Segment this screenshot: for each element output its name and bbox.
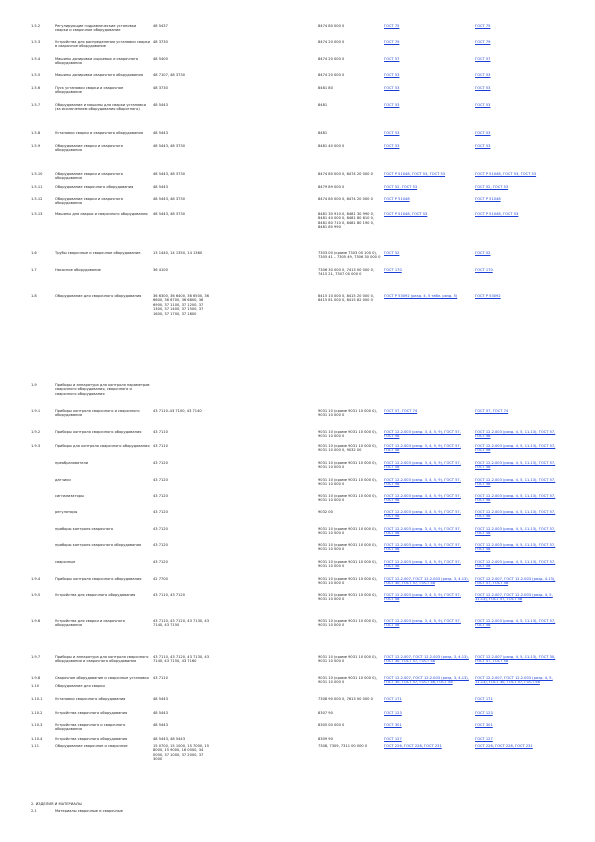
row-standard-link-2[interactable]: ГОСТ 12.2.007 (разд. 4, 5, 11.13), ГОСТ 30, ГОСТ 57, ГОСТ 58: [475, 655, 556, 664]
row-standard-link-2[interactable]: ГОСТ 12.2.003 (разд. 4, 5, 11.13), ГОСТ 57, ГОСТ 58: [475, 494, 556, 503]
row-tnved-code: 7308 90 000 0, 7613 00 000 0: [318, 697, 373, 701]
row-number: 1.7: [31, 268, 37, 272]
row-standard-link[interactable]: ГОСТ 170: [384, 268, 402, 272]
row-okp-code: 48 5437: [153, 24, 168, 28]
row-tnved-code: 9031 10 (кроме 9031 10 000 0), 9031 10 000 0, 9032 00: [318, 444, 377, 453]
row-tnved-code: 9031 10 (кроме 9031 10 000 0), 9031 10 000 0: [318, 494, 377, 503]
row-okp-code: 43 7120: [153, 494, 168, 498]
row-name: сварочные: [55, 560, 76, 564]
row-number: 1.10: [31, 684, 40, 688]
row-standard-link-2[interactable]: ГОСТ 127: [475, 737, 493, 741]
row-name: Трубы сварочные и сварочное оборудование: [55, 251, 141, 255]
row-okp-code: 15 0700, 15 1000, 15 7000, 15 8000, 15 9000, 16 0000, 34 0000, 37 1000, 37 2000, 37 3000: [153, 744, 210, 762]
row-standard-link-2[interactable]: ГОСТ 12.2.003 (разд. 4, 5, 11.13), ГОСТ 57, ГОСТ 58: [475, 510, 556, 519]
row-name: Устройства для сварочного оборудования: [55, 593, 136, 597]
row-okp-code: 43 7120: [153, 543, 168, 547]
row-standard-link[interactable]: ГОСТ 53: [384, 73, 400, 77]
row-name: Приборы и аппаратура для контроля параметров сварочного оборудования, сварочного и сварочного оборудования: [55, 383, 150, 396]
row-name: Приборы и аппаратура для контроля сварочного оборудования и сварочного оборудования: [55, 655, 149, 664]
row-okp-code: 43 7120: [153, 560, 168, 564]
row-name: Оборудование сварки и сварочного оборудования: [55, 197, 123, 206]
section-heading: [31, 802, 123, 817]
row-tnved-code: 9031 10 (кроме 9031 10 000 0), 9031 10 000 0: [318, 478, 377, 487]
row-okp-code: 48 5443, 48 3730: [153, 212, 186, 216]
row-name: регуляторы: [55, 510, 78, 514]
section-item-number: 2.1: [31, 809, 37, 814]
row-okp-code: 43 7110, 43 7120: [153, 593, 186, 597]
row-standard-link[interactable]: ГОСТ 12.2.003 (разд. 3, 4, 5, 9), ГОСТ 57, ГОСТ 58: [384, 527, 461, 536]
row-standard-link[interactable]: ГОСТ 123: [384, 711, 402, 715]
row-name: приборы контроля сварочного: [55, 527, 114, 531]
row-okp-code: 48 5400: [153, 57, 168, 61]
row-okp-code: 48 3730: [153, 40, 168, 44]
row-name: Машины дозировки сырьевых и сварочного оборудования: [55, 57, 139, 66]
row-standard-link-2[interactable]: ГОСТ 12.2.003 (разд. 4, 5, 11.13), ГОСТ 57, ГОСТ 58: [475, 560, 556, 569]
row-standard-link[interactable]: ГОСТ 12.2.003 (разд. 3, 4, 5, 9), ГОСТ 57, ГОСТ 58: [384, 478, 461, 487]
row-standard-link-2[interactable]: ГОСТ 53: [475, 144, 491, 148]
row-number: 1.5.7: [31, 103, 41, 107]
row-tnved-code: 8474 20 000 0: [318, 57, 345, 61]
row-standard-link-2[interactable]: ГОСТ 57, ГОСТ 74: [475, 409, 509, 413]
row-okp-code: 43 7120: [153, 527, 168, 531]
row-standard-link[interactable]: ГОСТ 12.2.007, ГОСТ 12.2.003 (разд. 3, 4.13), ГОСТ 30, ГОСТ 57, ГОСТ 58, ГОСТ 58: [384, 676, 469, 685]
row-tnved-code: 9031 10 (кроме 9031 10 000 0), 9031 10 000 0: [318, 593, 377, 602]
row-standard-link[interactable]: ГОСТ 12.2.003 (разд. 3, 4, 5, 9), ГОСТ 57, ГОСТ 58: [384, 560, 461, 569]
row-tnved-code: 8479 89 000 0: [318, 185, 345, 189]
row-standard-link-2[interactable]: ГОСТ 75: [475, 24, 491, 28]
row-tnved-code: 9031 10 (кроме 9031 10 000 0), 9031 10 000 0: [318, 409, 377, 418]
row-okp-code: 48 5443: [153, 697, 168, 701]
row-tnved-code: 7306 30 000 0, 7413 00 000 0, 7415 21, 7307 00 000 0: [318, 268, 375, 277]
row-okp-code: 36 6300, 36 6400, 36 6500, 36 6600, 36 6700, 36 6800, 36 6900, 37 1100, 37 1200, 37 1300, 37 1400, 37 1500, 37 1600, 37 1700, 37 1800: [153, 294, 210, 316]
row-standard-link[interactable]: ГОСТ 12.2.003 (разд. 3, 4, 5, 9), ГОСТ 57, ГОСТ 58: [384, 444, 461, 453]
row-name: Устройства для распределения установки сварки в сварочное оборудование: [55, 40, 150, 49]
row-okp-code: 43 7110: [153, 676, 168, 680]
row-number: 1.5.5: [31, 73, 41, 77]
row-tnved-code: 9031 10 (кроме 9031 10 000 0), 9031 10 000 0: [318, 619, 377, 628]
row-okp-code: 48 3730: [153, 86, 168, 90]
row-name: Оборудование сварки и сварочного оборудования: [55, 172, 123, 181]
row-okp-code: 48 5443, 48 5443: [153, 737, 186, 741]
row-standard-link-2[interactable]: ГОСТ 12.2.003 (разд. 4, 5, 11.13), ГОСТ 57, ГОСТ 58: [475, 444, 556, 453]
row-standard-link-2[interactable]: ГОСТ 52, ГОСТ 53: [475, 185, 509, 189]
row-number: 1.5.6: [31, 86, 41, 90]
row-tnved-code: 8309 90: [318, 737, 333, 741]
row-name: Оборудование сварочного оборудования: [55, 185, 134, 189]
row-standard-link[interactable]: ГОСТ 75: [384, 24, 400, 28]
row-standard-link-2[interactable]: ГОСТ Р 51048, ГОСТ 53: [475, 212, 519, 216]
row-standard-link[interactable]: ГОСТ 53: [384, 86, 400, 90]
row-okp-code: 36 4100: [153, 268, 168, 272]
row-standard-link-2[interactable]: ГОСТ 12.2.007, ГОСТ 12.2.003 (разд. 4, 5, 11.13), ГОСТ 30, ГОСТ 57, ГОСТ 58: [475, 676, 553, 685]
row-tnved-code: 9031 10 (кроме 9031 10 000 0), 9031 10 000 0: [318, 655, 377, 664]
row-okp-code: 48 7107, 48 3730: [153, 73, 186, 77]
row-number: 1.9.8: [31, 676, 41, 680]
row-number: 1.10.4: [31, 737, 43, 741]
row-tnved-code: 8474 80 000 0: [318, 24, 345, 28]
row-okp-code: 13 1440, 14 1350, 14 1360: [153, 251, 203, 255]
row-okp-code: 48 5443: [153, 103, 168, 107]
row-tnved-code: 9032 00: [318, 510, 333, 514]
row-number: 1.5.8: [31, 131, 41, 135]
row-standard-link-2[interactable]: ГОСТ 301: [475, 723, 493, 727]
row-tnved-code: 8481 30 910 0, 8481 30 990 0, 8481 40 000 0, 8481 80 810 0, 8481 80 710 0, 8481 80 190 0, 8481 80 990: [318, 212, 375, 230]
row-okp-code: 43 7110: [153, 430, 168, 434]
row-okp-code: 43 7120: [153, 461, 168, 465]
row-standard-link-2[interactable]: ГОСТ 171: [475, 697, 493, 701]
row-standard-link[interactable]: ГОСТ 12.2.003 (разд. 3, 4, 5, 9), ГОСТ 57, ГОСТ 58: [384, 619, 461, 628]
row-number: 1.5.11: [31, 185, 43, 189]
row-okp-code: 42 7700: [153, 577, 168, 581]
row-number: 1.9.2: [31, 430, 41, 434]
row-standard-link-2[interactable]: ГОСТ 170: [475, 268, 493, 272]
row-standard-link[interactable]: ГОСТ 12.2.003 (разд. 3, 4, 5, 9), ГОСТ 57, ГОСТ 58: [384, 593, 461, 602]
row-standard-link-2[interactable]: ГОСТ 53: [475, 73, 491, 77]
row-standard-link-2[interactable]: ГОСТ 52: [475, 251, 491, 255]
row-name: Насосное оборудование: [55, 268, 101, 272]
row-name: Устройства сварочного оборудования: [55, 737, 128, 741]
row-number: 1.6: [31, 251, 37, 255]
row-number: 1.9.3: [31, 444, 41, 448]
row-standard-link-2[interactable]: ГОСТ 12.2.003 (разд. 4, 5, 11.13), ГОСТ 57, ГОСТ 58: [475, 430, 556, 439]
row-name: Сварочное оборудование и сварочные установки: [55, 676, 149, 680]
row-tnved-code: 8474 80 000 0, 8474 20 000 0: [318, 172, 373, 176]
row-name: Регулирующие гидравлические установки сварки и сварочное оборудование: [55, 24, 137, 33]
row-name: Устройства сварочного оборудования: [55, 711, 128, 715]
row-number: 1.10.1: [31, 697, 43, 701]
row-name: Приборы для контроля сварочного оборудования: [55, 444, 150, 448]
row-tnved-code: 8474 80 000 0, 8474 20 000 0: [318, 197, 373, 201]
row-tnved-code: 9031 10 (кроме 9031 10 000 0), 9031 10 000 0: [318, 430, 377, 439]
section-title: 2. ИЗДЕЛИЯ И МАТЕРИАЛЫ: [31, 802, 82, 806]
row-okp-code: 43 7120: [153, 478, 168, 482]
row-name: Оборудование и машины для сварки установки (за исключением оборудования оборотного): [55, 103, 146, 112]
row-name: Оборудование сварки и сварочного оборудования: [55, 144, 123, 153]
row-okp-code: 43 7110–43 7100, 43 7140: [153, 409, 202, 413]
row-tnved-code: 9031 10 (кроме 9031 10 000 0), 9031 10 000 0: [318, 527, 377, 536]
row-okp-code: 43 7110, 43 7120, 43 7130, 43 7140, 43 7150, 43 7160: [153, 655, 210, 664]
row-tnved-code: 8305 00 000 0: [318, 723, 345, 727]
row-standard-link[interactable]: ГОСТ 127: [384, 737, 402, 741]
row-number: 1.5.3: [31, 40, 41, 44]
row-tnved-code: 9031 10 (кроме 9031 10 000 0), 9031 10 000 0: [318, 543, 377, 552]
row-standard-link-2[interactable]: ГОСТ 53: [475, 131, 491, 135]
row-standard-link-2[interactable]: ГОСТ 12.2.003 (разд. 4, 5, 11.13), ГОСТ 57, ГОСТ 58: [475, 619, 556, 628]
row-okp-code: 48 5443: [153, 723, 168, 727]
row-number: 1.10.2: [31, 711, 43, 715]
row-okp-code: 43 7120: [153, 510, 168, 514]
row-number: 1.10.3: [31, 723, 43, 727]
row-tnved-code: 8481 80: [318, 86, 333, 90]
row-tnved-code: 8415 10 000 0, 8415 20 000 0, 8415 81 000 0, 8415 82 000 0: [318, 294, 375, 303]
row-standard-link-2[interactable]: ГОСТ 57: [475, 57, 491, 61]
row-tnved-code: 9031 10 (кроме 9031 10 000 0), 9031 10 000 0: [318, 577, 377, 586]
row-tnved-code: 8307 90: [318, 711, 333, 715]
row-number: 1.9.7: [31, 655, 41, 659]
row-name: преобразователи: [55, 461, 89, 465]
row-name: Оборудование сварочное и сварочное: [55, 744, 128, 748]
row-number: 1.5.10: [31, 172, 43, 176]
row-name: приборы контроля сварочного оборудования: [55, 543, 142, 547]
row-standard-link[interactable]: ГОСТ 53: [384, 131, 400, 135]
row-standard-link[interactable]: ГОСТ 226, ГОСТ 228, ГОСТ 231: [384, 744, 442, 748]
row-standard-link[interactable]: ГОСТ 12.2.003 (разд. 3, 4, 5, 9), ГОСТ 57, ГОСТ 58: [384, 543, 461, 552]
row-standard-link-2[interactable]: ГОСТ 53: [475, 86, 491, 90]
row-name: Машины дозировки сварочного оборудования: [55, 73, 143, 77]
row-standard-link[interactable]: ГОСТ 12.2.003 (разд. 3, 4, 5, 9), ГОСТ 57, ГОСТ 58: [384, 494, 461, 503]
row-standard-link[interactable]: ГОСТ 53: [384, 144, 400, 148]
row-name: Машины для сварки и сварочного оборудования: [55, 212, 148, 216]
row-name: Оборудование для сварки: [55, 684, 105, 688]
row-standard-link-2[interactable]: ГОСТ 123: [475, 711, 493, 715]
row-standard-link[interactable]: ГОСТ Р 51048, ГОСТ 53, ГОСТ 53: [384, 172, 446, 176]
row-number: 1.5.13: [31, 212, 43, 216]
row-name: Пуск установки сварки и сварочное оборудование: [55, 86, 124, 95]
row-standard-link-2[interactable]: ГОСТ 12.2.007, ГОСТ 12.2.003 (разд. 4, 5, 11.13), ГОСТ 57, ГОСТ 58: [475, 593, 553, 602]
row-name: Приборы контроля сварочного оборудования: [55, 430, 142, 434]
row-standard-link[interactable]: ГОСТ 52: [384, 251, 400, 255]
row-standard-link[interactable]: ГОСТ 171: [384, 697, 402, 701]
row-name: Приборы контроля сварочного оборудования: [55, 577, 142, 581]
row-number: 1.9.6: [31, 619, 41, 623]
row-tnved-code: 7308, 7309, 7311 00 000 0: [318, 744, 368, 748]
row-name: Установки сварки и сварочного оборудования: [55, 131, 144, 135]
row-okp-code: 48 5443: [153, 185, 168, 189]
row-standard-link-2[interactable]: ГОСТ 12.2.003 (разд. 4, 5, 11.13), ГОСТ 57, ГОСТ 58: [475, 478, 556, 487]
row-tnved-code: 9031 10 (кроме 9031 10 000 0), 9031 10 000 0: [318, 676, 377, 685]
row-number: 1.9.5: [31, 593, 41, 597]
row-standard-link-2[interactable]: ГОСТ Р 51048, ГОСТ 53, ГОСТ 53: [475, 172, 537, 176]
row-number: 1.9.1: [31, 409, 41, 413]
row-standard-link[interactable]: ГОСТ Р 53092 (разд. 4, 5 табл. разд. 5): [384, 294, 458, 298]
row-number: 1.9.4: [31, 577, 41, 581]
row-name: Приборы контроля сварочного и сварочного оборудования: [55, 409, 140, 418]
row-number: 1.5.12: [31, 197, 43, 201]
row-standard-link[interactable]: ГОСТ 53: [384, 103, 400, 107]
row-standard-link-2[interactable]: ГОСТ 79: [475, 40, 491, 44]
row-tnved-code: 9031 10 (кроме 9031 10 000 0), 9031 10 000 0: [318, 461, 377, 470]
row-standard-link-2[interactable]: ГОСТ Р 53092: [475, 294, 501, 298]
row-tnved-code: 8481 40 000 0: [318, 144, 345, 148]
row-tnved-code: 7303 00 (кроме 7303 00 100 0), 7305 41 – 7305 49, 7306 30 000 0: [318, 251, 381, 260]
row-standard-link-2[interactable]: ГОСТ 12.2.003 (разд. 4, 5, 11.13), ГОСТ 57, ГОСТ 58: [475, 461, 556, 470]
row-standard-link[interactable]: ГОСТ 79: [384, 40, 400, 44]
row-number: 1.11: [31, 744, 40, 748]
row-name: Установки сварочного оборудования: [55, 697, 126, 701]
row-standard-link[interactable]: ГОСТ 12.2.003 (разд. 3, 4, 5, 9), ГОСТ 57, ГОСТ 58: [384, 461, 461, 470]
row-tnved-code: 8474 20 000 0: [318, 40, 345, 44]
row-standard-link-2[interactable]: ГОСТ 12.2.007, ГОСТ 12.2.003 (разд. 4.13), ГОСТ 57, ГОСТ 58: [475, 577, 556, 586]
row-okp-code: 48 5443, 48 3730: [153, 144, 186, 148]
row-standard-link-2[interactable]: ГОСТ 12.2.003 (разд. 4, 5, 11.13), ГОСТ 57, ГОСТ 58: [475, 527, 556, 536]
row-standard-link[interactable]: ГОСТ 57: [384, 57, 400, 61]
row-standard-link-2[interactable]: ГОСТ 12.2.003 (разд. 4, 5, 11.13), ГОСТ 57, ГОСТ 58: [475, 543, 556, 552]
row-standard-link[interactable]: ГОСТ 12.2.007, ГОСТ 12.2.003 (разд. 3, 4.13), ГОСТ 30, ГОСТ 57, ГОСТ 58: [384, 577, 469, 586]
row-number: 1.8: [31, 294, 37, 298]
row-okp-code: 43 7110, 43 7120, 43 7130, 43 7140, 43 7150: [153, 619, 210, 628]
row-name: Оборудование для сварочного оборудования: [55, 294, 142, 298]
row-standard-link[interactable]: ГОСТ 12.2.003 (разд. 3, 4, 5, 9), ГОСТ 57, ГОСТ 58: [384, 510, 461, 519]
row-standard-link-2[interactable]: ГОСТ 53: [475, 103, 491, 107]
row-standard-link[interactable]: ГОСТ 12.2.007, ГОСТ 12.2.003 (разд. 3, 4.13), ГОСТ 30, ГОСТ 57, ГОСТ 58: [384, 655, 469, 664]
row-number: 1.5.9: [31, 144, 41, 148]
row-standard-link-2[interactable]: ГОСТ Р 51048: [475, 197, 501, 201]
row-number: 1.5.4: [31, 57, 41, 61]
row-standard-link[interactable]: ГОСТ 52, ГОСТ 53: [384, 185, 418, 189]
row-name: Устройства для сварки и сварочного оборудования: [55, 619, 125, 628]
row-okp-code: 48 5443: [153, 711, 168, 715]
row-standard-link-2[interactable]: ГОСТ 226, ГОСТ 228, ГОСТ 231: [475, 744, 533, 748]
row-tnved-code: 8481: [318, 131, 328, 135]
row-name: датчики: [55, 478, 71, 482]
row-name: сигнализаторы: [55, 494, 84, 498]
row-standard-link[interactable]: ГОСТ Р 51048: [384, 197, 410, 201]
row-name: Устройства сварочного и сварочного оборудования: [55, 723, 126, 732]
section-item-name: Материалы сварочные и сварочные: [55, 809, 123, 814]
row-okp-code: 48 5443, 48 3730: [153, 172, 186, 176]
row-okp-code: 48 5443, 48 3730: [153, 197, 186, 201]
row-standard-link[interactable]: ГОСТ Р 51048, ГОСТ 53: [384, 212, 428, 216]
row-standard-link[interactable]: ГОСТ 57, ГОСТ 74: [384, 409, 418, 413]
row-tnved-code: 9031 10 (кроме 9031 10 000 0), 9031 10 000 0: [318, 560, 377, 569]
row-okp-code: 43 7110: [153, 444, 168, 448]
row-tnved-code: 8474 20 000 0: [318, 73, 345, 77]
row-number: 1.5.2: [31, 24, 41, 28]
row-tnved-code: 8481: [318, 103, 328, 107]
row-number: 1.9: [31, 383, 37, 387]
row-standard-link[interactable]: ГОСТ 301: [384, 723, 402, 727]
row-okp-code: 48 5443: [153, 131, 168, 135]
row-standard-link[interactable]: ГОСТ 12.2.003 (разд. 3, 4, 5, 9), ГОСТ 57, ГОСТ 58: [384, 430, 461, 439]
